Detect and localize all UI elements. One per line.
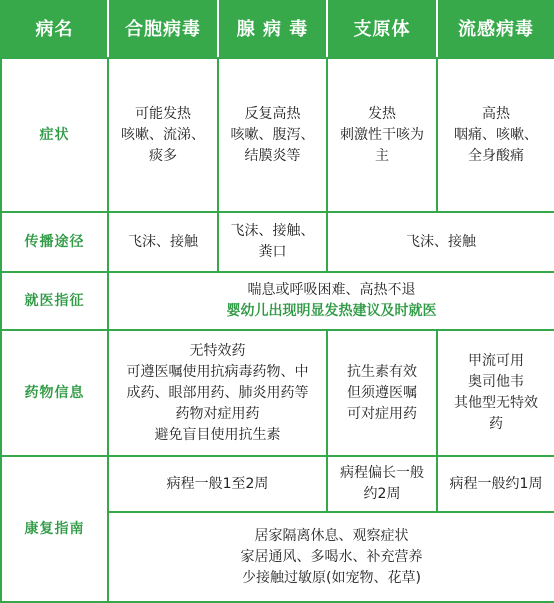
- influenza-medication-line: 奥司他韦: [468, 374, 524, 390]
- mycoplasma-symptom-line: 主: [375, 147, 389, 164]
- medication-line: 避免盲目使用抗生素: [154, 426, 281, 443]
- medication-line: 药物对症用药: [175, 405, 260, 422]
- mycoplasma-duration-line: 约2周: [363, 486, 401, 502]
- influenza-symptom-line: 高热: [482, 105, 510, 122]
- recovery-duration-row: [1, 456, 554, 512]
- influenza-symptom-line: 全身酸痛: [468, 147, 524, 164]
- medication-line: 无特效药: [189, 342, 246, 359]
- adenovirus-symptom-line: 结膜炎等: [244, 147, 301, 164]
- rsv-symptom-line: 可能发热: [135, 105, 191, 122]
- visit-doctor-cell: [108, 272, 554, 330]
- infant-advice-text: 婴幼儿出现明显发热建议及时就医: [226, 303, 437, 319]
- mycoplasma-medication-line: 抗生素有效: [347, 363, 417, 380]
- header-adenovirus: 腺 病 毒: [218, 1, 327, 58]
- visit-criteria-text: 喘息或呼吸困难、高热不退: [247, 282, 416, 298]
- adenovirus-symptom-line: 反复高热: [244, 105, 301, 122]
- row-label-symptoms: 症状: [1, 58, 108, 212]
- recovery-guide-line: 居家隔离休息、观察症状: [254, 527, 409, 544]
- rsv-symptom-line: 痰多: [149, 147, 177, 164]
- rsv-symptoms-cell: [108, 58, 218, 212]
- mycoplasma-influenza-transmission-cell: 飞沫、接触: [327, 212, 554, 272]
- adenovirus-transmission-line: 粪口: [258, 244, 287, 260]
- row-label-transmission: 传播途径: [1, 212, 108, 272]
- medication-row: [1, 330, 554, 456]
- rsv-symptom-line: 咳嗽、流涕、: [121, 126, 205, 143]
- adenovirus-symptoms-cell: [218, 58, 327, 212]
- header-influenza: 流感病毒: [437, 1, 554, 58]
- mycoplasma-medication-line: 但须遵医嘱: [347, 384, 417, 401]
- symptoms-row: [1, 58, 554, 212]
- influenza-duration-cell: 病程一般约1周: [437, 456, 554, 512]
- mycoplasma-medication-cell: [327, 330, 437, 456]
- rsv-transmission-cell: 飞沫、接触: [108, 212, 218, 272]
- adenovirus-transmission-cell: [218, 212, 327, 272]
- row-label-recovery: 康复指南: [1, 456, 108, 602]
- adenovirus-transmission-line: 飞沫、接触、: [230, 223, 315, 239]
- rsv-adenovirus-duration-cell: 病程一般1至2周: [108, 456, 327, 512]
- header-row: [1, 1, 554, 58]
- influenza-medication-line: 药: [489, 416, 503, 432]
- header-disease-name: 病名: [1, 1, 108, 58]
- header-mycoplasma: 支原体: [327, 1, 437, 58]
- rsv-adenovirus-medication-cell: [108, 330, 327, 456]
- influenza-symptom-line: 咽痛、咳嗽、: [454, 126, 538, 143]
- mycoplasma-duration-line: 病程偏长一般: [340, 465, 424, 481]
- recovery-guide-cell: [108, 512, 554, 602]
- influenza-medication-line: 其他型无特效: [454, 395, 538, 411]
- recovery-guide-line: 家居通风、多喝水、补充营养: [240, 548, 423, 565]
- visit-doctor-row: [1, 272, 554, 330]
- influenza-symptoms-cell: [437, 58, 554, 212]
- recovery-guide-line: 少接触过敏原(如宠物、花草): [242, 569, 421, 586]
- header-rsv: 合胞病毒: [108, 1, 218, 58]
- mycoplasma-symptoms-cell: [327, 58, 437, 212]
- adenovirus-symptom-line: 咳嗽、腹泻、: [230, 126, 315, 143]
- medication-line: 成药、眼部用药、肺炎用药等: [126, 384, 309, 401]
- mycoplasma-symptom-line: 刺激性干咳为: [340, 126, 424, 143]
- row-label-visit-doctor: 就医指征: [1, 272, 108, 330]
- medication-line: 可遵医嘱使用抗病毒药物、中: [126, 363, 309, 380]
- row-label-medication: 药物信息: [1, 330, 108, 456]
- mycoplasma-symptom-line: 发热: [368, 105, 396, 122]
- mycoplasma-duration-cell: [327, 456, 437, 512]
- mycoplasma-medication-line: 可对症用药: [347, 405, 417, 422]
- influenza-medication-line: 甲流可用: [468, 353, 524, 369]
- influenza-medication-cell: [437, 330, 554, 456]
- transmission-row: [1, 212, 554, 272]
